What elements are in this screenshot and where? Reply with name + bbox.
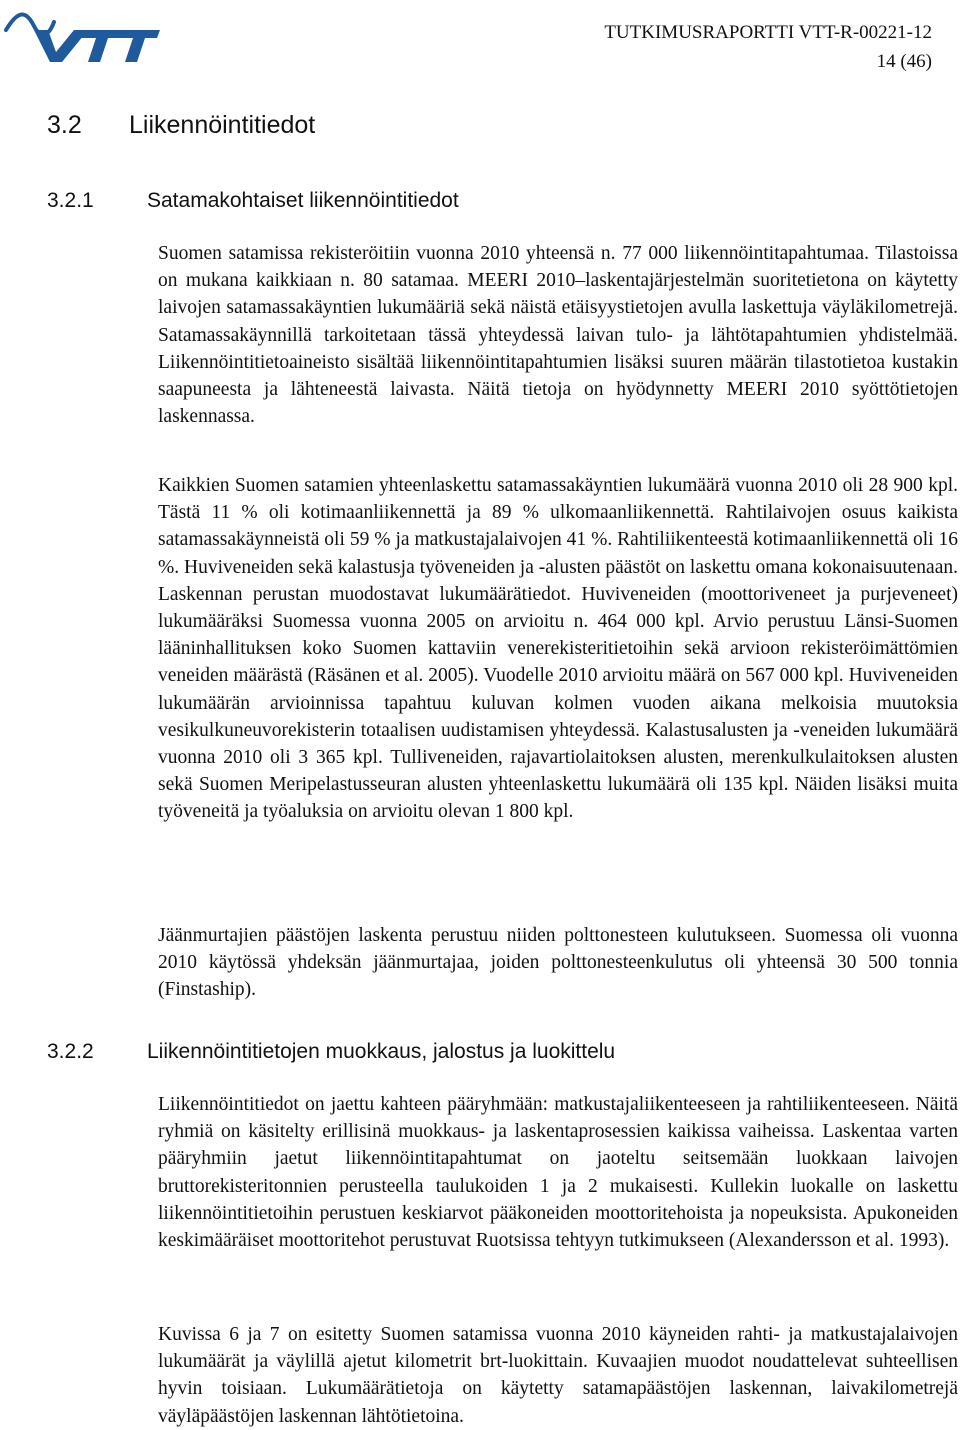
paragraph: Suomen satamissa rekisteröitiin vuonna 2010 yhteensä n. 77 000 liikennöintitapahtumaa. Tilastoissa on mukana kaikkiaan n. 80 satamaa. MEERI 2010–laskentajärjestelmän suoritetietona on käytetty laivojen satamassakäyntien lukumääriä sekä näistä etäisyystietojen avulla laskettuja väyläkilometrejä. Satamassakäynnillä tarkoitetaan tässä yhteydessä laivan tulo- ja lähtötapahtumien yhdistelmää. Liikennöintitietoaineisto sisältää liikennöintitapahtumien lisäksi suuren määrän tilastotietoa kustakin saapuneesta ja lähteneestä laivasta. Näitä tietoja on hyödynnetty MEERI 2010 syöttötietojen laskennassa. xyxy=(158,243,958,428)
subsection-title: Satamakohtaiset liikennöintitiedot xyxy=(147,189,459,212)
paragraph: Jäänmurtajien päästöjen laskenta perustuu niiden polttonesteen kulutukseen. Suomessa oli vuonna 2010 käytössä yhdeksän jäänmurtajaa, joiden polttonesteenkulutus oli yhteensä 30 500 tonnia (Finstaship). xyxy=(158,925,958,1001)
subsection-title: Liikennöintitietojen muokkaus, jalostus ja luokittelu xyxy=(147,1040,616,1063)
subsection-number: 3.2.2 xyxy=(47,1040,94,1063)
vtt-logo xyxy=(4,6,160,64)
section-number: 3.2 xyxy=(47,111,82,139)
paragraph: Kuvissa 6 ja 7 on esitetty Suomen satamissa vuonna 2010 käyneiden rahti- ja matkustajalaivojen lukumäärät ja väylillä ajetut kilometrit brt-luokittain. Kuvaajien muodot noudattelevat suhteellisen hyvin toisiaan. Lukumäärätietoja on käytetty satamapäästöjen laskennan, laivakilometrejä väyläpäästöjen laskennan lähtötietoina. xyxy=(158,1324,958,1427)
subsection-number: 3.2.1 xyxy=(47,189,94,212)
page-header xyxy=(604,18,932,76)
section-heading xyxy=(47,110,315,140)
report-id: TUTKIMUSRAPORTTI VTT-R-00221-12 xyxy=(604,22,932,43)
page-number: 14 (46) xyxy=(876,51,932,72)
subsection-heading xyxy=(47,188,459,214)
section-title: Liikennöintitiedot xyxy=(129,111,316,139)
subsection-heading xyxy=(47,1039,615,1065)
paragraph: Liikennöintitiedot on jaettu kahteen pääryhmään: matkustajaliikenteeseen ja rahtiliikenteeseen. Näitä ryhmiä on käsitelty erillisinä muokkaus- ja laskentaprosessien kaikissa vaiheissa. Laskentaa varten pääryhmiin jaetut liikennöintitapahtumat on jaoteltu seitsemään luokkaan laivojen bruttorekisteritonnien perusteella taulukoiden 1 ja 2 mukaisesti. Kullekin luokalle on laskettu liikennöintitietoihin perustuen keskiarvot pääkoneiden moottoritehoista ja nopeuksista. Apukoneiden keskimääräiset moottoritehot perustuvat Ruotsissa tehtyyn tutkimukseen (Alexandersson et al. 1993). xyxy=(158,1094,958,1252)
paragraph: Kaikkien Suomen satamien yhteenlaskettu satamassakäyntien lukumäärä vuonna 2010 oli 28 900 kpl. Tästä 11 % oli kotimaanliikennettä ja 89 % ulkomaanliikennettä. Rahtilaivojen osuus kaikista satamassakäynneistä oli 59 % ja matkustajalaivojen 41 %. Rahtiliikenteestä kotimaanliikennettä oli 16 %. Huviveneiden sekä kalastusja työveneiden ja -alusten päästöt on laskettu omana kokonaisuutenaan. Laskennan perustan muodostavat lukumäärätiedot. Huviveneiden (moottoriveneet ja purjeveneet) lukumääräksi Suomessa vuonna 2005 on arvioitu n. 464 000 kpl. Arvio perustuu Länsi-Suomen lääninhallituksen koko Suomen kattaviin venerekisteritietoihin sekä arvioon rekisteröimättömien veneiden määrästä (Räsänen et al. 2005). Vuodelle 2010 arvioitu määrä on 567 000 kpl. Huviveneiden lukumäärän arvioinnissa tapahtuu kuluvan kolmen vuoden aikana melkoisia muutoksia vesikulkuneuvorekisterin totaalisen uudistamisen yhteydessä. Kalastusalusten ja -veneiden lukumäärä vuonna 2010 oli 3 365 kpl. Tulliveneiden, rajavartiolaitoksen alusten, merenkulkulaitoksen alusten sekä Suomen Meripelastusseuran alusten yhteenlaskettu lukumäärä oli 135 kpl. Näiden lisäksi muita työveneitä ja työaluksia on arvioitu olevan 1 800 kpl. xyxy=(158,475,958,823)
